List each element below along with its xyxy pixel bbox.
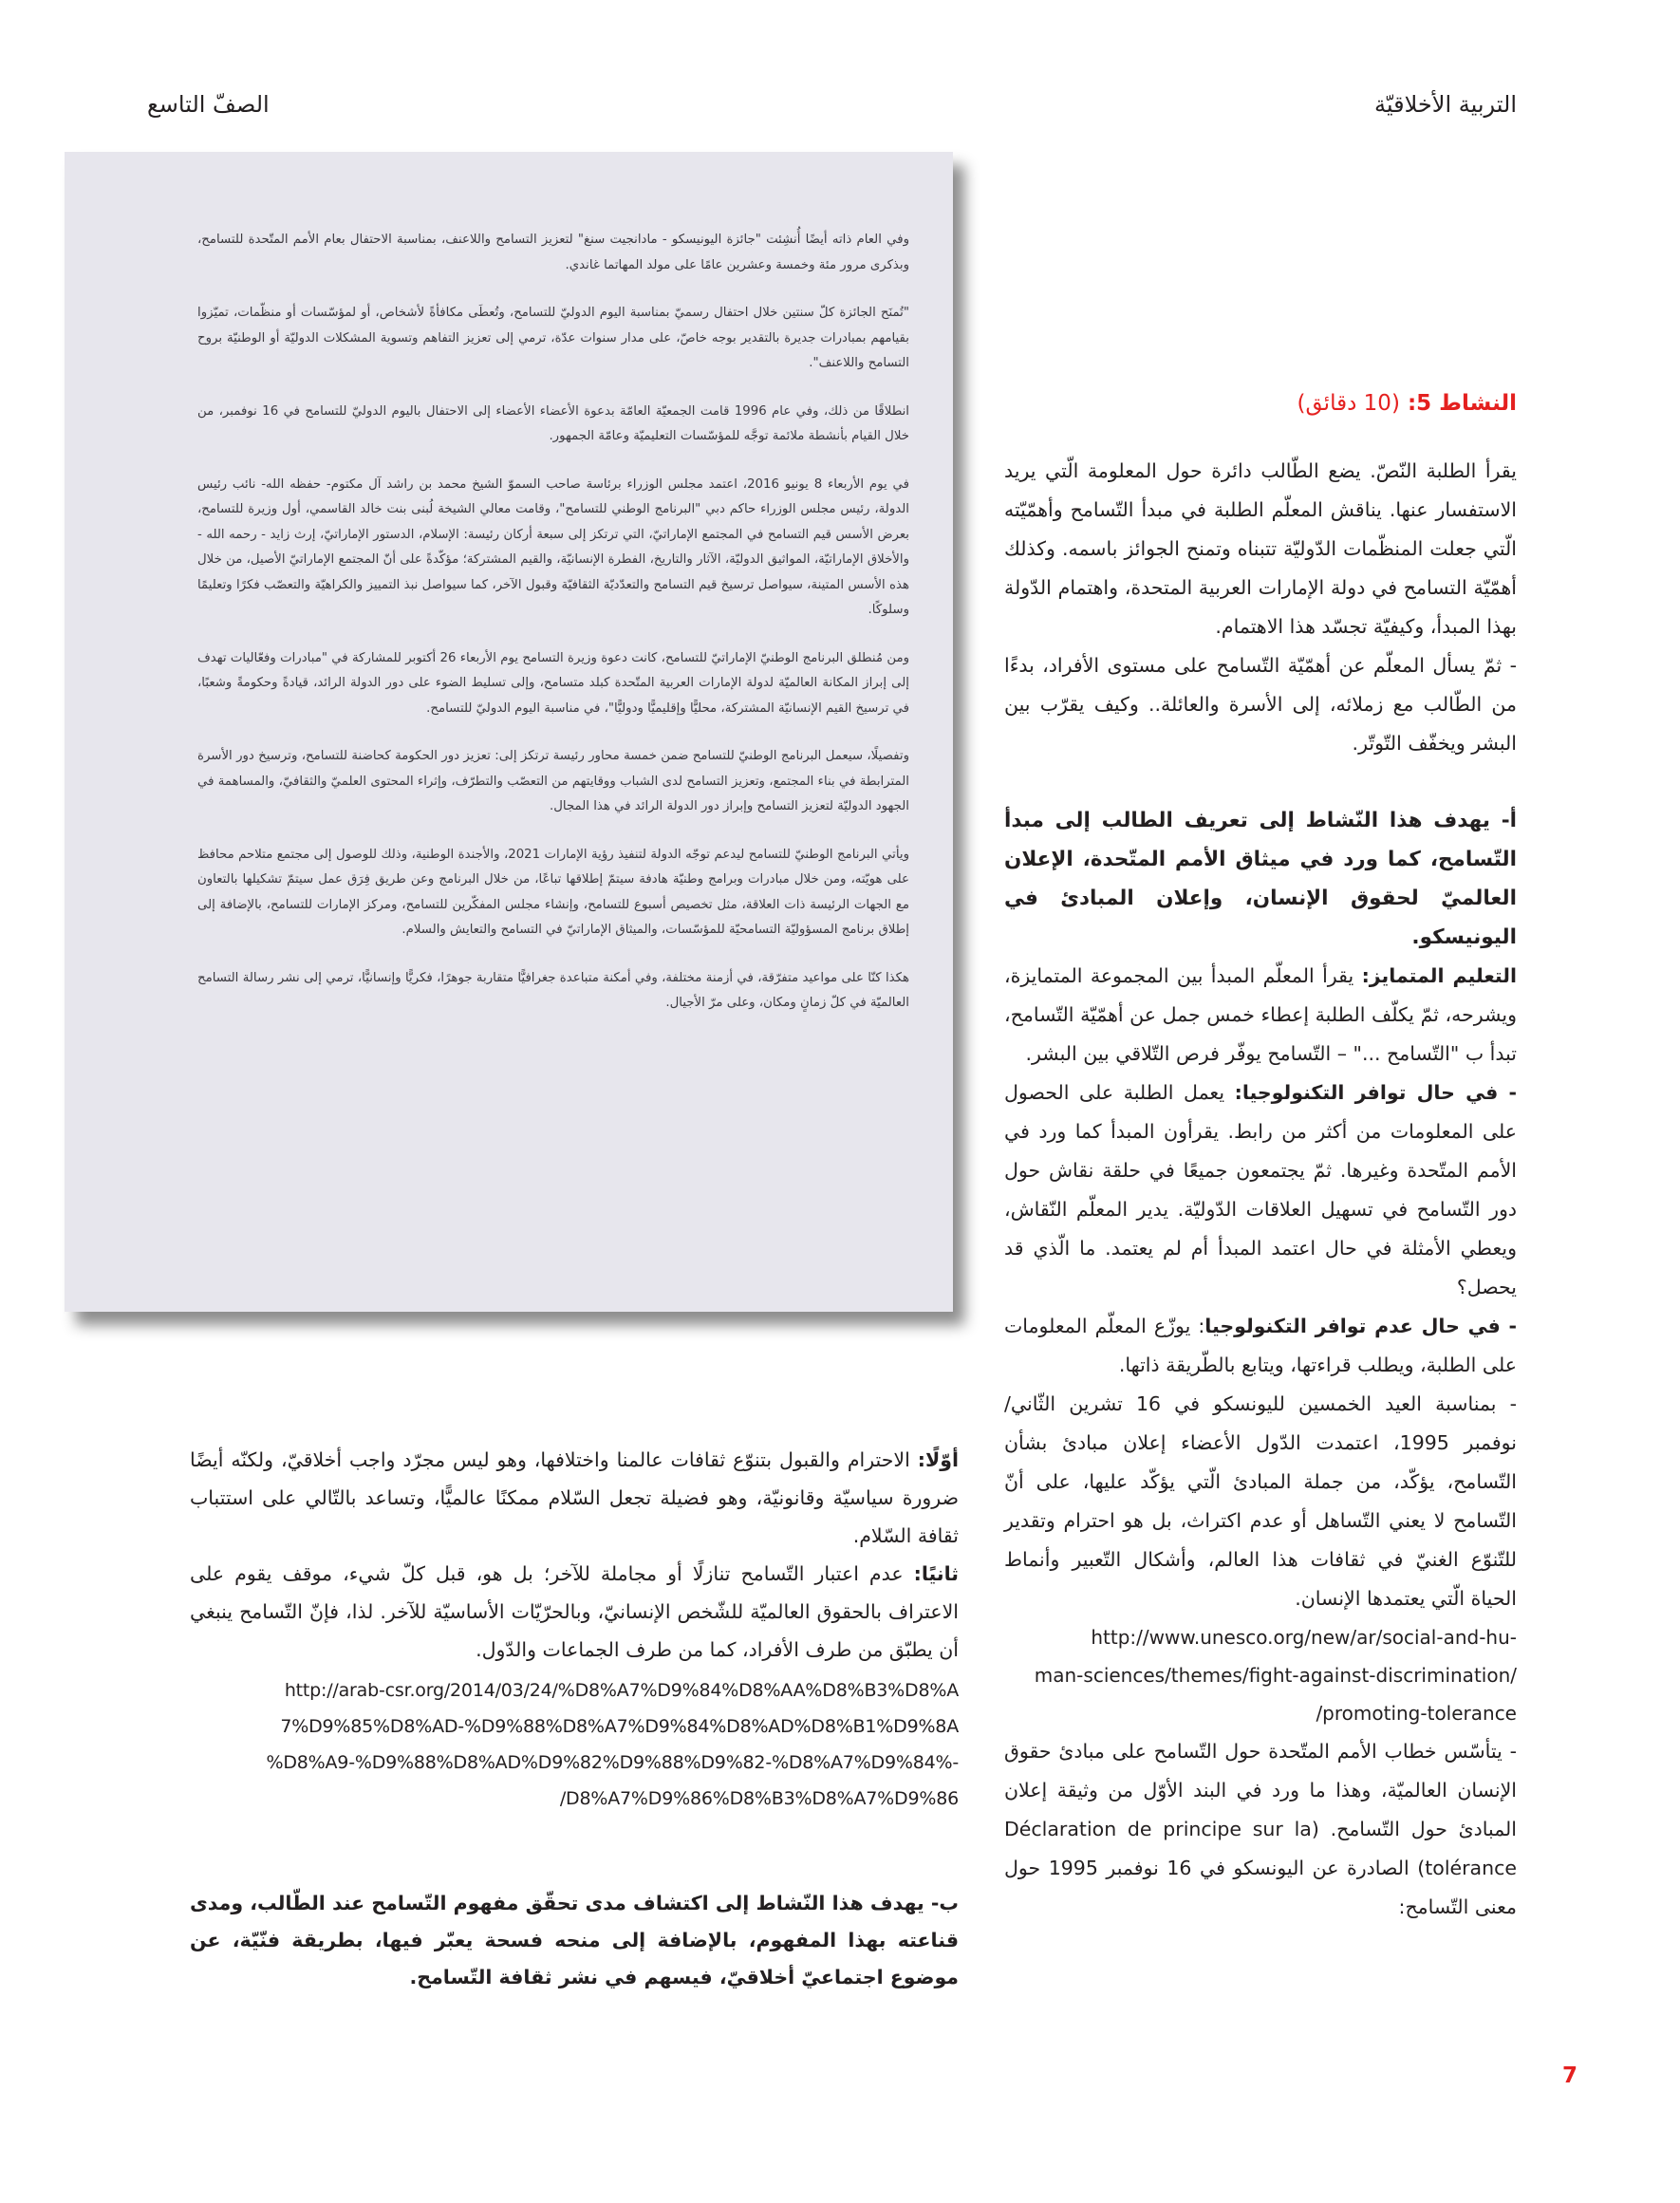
quote-paragraph: انطلاقًا من ذلك، وفي عام 1996 قامت الجمعيّة العامّة بدعوة الأعضاء الأعضاء إلى الاحتفال باليوم الدوليّ للتسامح في 16 نوفمبر، من خلال القيام بأنشطة ملائمة توجَّه للمؤسّسات التعليميّة وعامّة الجمهور.: [197, 403, 909, 443]
quote-paragraph: وفي العام ذاته أيضًا أُنشِئت "جائزة اليونيسكو - مادانجيت سنغ" لتعزيز التسامح واللاعنف، بمناسبة الاحتفال بعام الأمم المتّحدة للتسامح، وبذكرى مرور مئة وخمسة وعشرين عامًا على مولد المهاتما غاندي.: [197, 233, 909, 272]
tech-unavailable-text: : يوزّع المعلّم المعلومات على الطلبة، ويطلب قراءتها، ويتابع بالطّريقة ذاتها.: [1004, 1315, 1517, 1376]
differentiated-learning: [1004, 957, 1517, 1073]
activity-title: [1004, 384, 1517, 423]
un-note: - يتأسّس خطاب الأمم المتّحدة حول التّسامح على مبادئ حقوق الإنسان العالميّة، وهذا ما ورد في البند الأوّل من وثيقة إعلان المبادئ حول التّسامح. (Déclaration de principe sur la tolérance) الصادرة عن اليونسكو في 16 نوفمبر 1995 حول معنى التّسامح:: [1004, 1740, 1517, 1918]
differentiated-text: يقرأ المعلّم المبدأ بين المجموعة المتمايزة، ويشرحه، ثمّ يكلّف الطلبة إعطاء خمس جمل عن أهمّيّة التّسامح، تبدأ ب "التّسامح ..." – التّسامح يوفّر فرص التّلاقي بين البشر.: [1004, 964, 1517, 1065]
tech-available: [1004, 1073, 1517, 1307]
point-first: [190, 1441, 959, 1555]
unesco-link-line[interactable]: /promoting-tolerance: [1316, 1702, 1517, 1725]
point-first-label: أوّلًا:: [917, 1448, 959, 1471]
quote-box: [65, 152, 953, 1312]
header-subject-title: التربية الأخلاقيّة: [1374, 91, 1517, 118]
quote-paragraph: ويأتي البرنامج الوطنيّ للتسامح ليدعم توجّه الدولة لتنفيذ رؤية الإمارات 2021، والأجندة الوطنية، وذلك للوصول إلى مجتمع متلاحم محافظ على هويّته، ومن خلال مبادرات وبرامج وطنيّة هادفة سيتمّ إطلاقها تباعًا، من خلال البرنامج وعن طريق فِرَق عمل سيتمّ تشكيلها بالتعاون مع الجهات الرئيسة ذات العلاقة، مثل تخصيص أسبوع للتسامح، وإنشاء مجلس المفكّرين للتسامح، ومركز الإمارات للتسامح، بالإضافة إلى إطلاق برنامج المسؤوليّة التسامحيّة للمؤسّسات، والميثاق الإماراتيّ في التسامح والتعايش والسلام.: [197, 847, 909, 937]
unesco-note: - بمناسبة العيد الخمسين لليونسكو في 16 تشرين الثّاني/ نوفمبر 1995، اعتمدت الدّول الأعضاء إعلان مبادئ بشأن التّسامح، يؤكّد، من جملة المبادئ الّتي يؤكّد عليها، على أنّ التّسامح لا يعني التّساهل أو عدم اكتراث، بل هو احترام وتقدير للتّنوّع الغنيّ في ثقافات هذا العالم، وأشكال التّعبير وأنماط الحياة الّتي يعتمدها الإنسان.: [1004, 1392, 1517, 1610]
tech-available-label: - في حال توافر التكنولوجيا:: [1234, 1081, 1517, 1104]
source-link-line[interactable]: 7%D9%85%D8%AD-%D9%88%D8%A7%D9%84%D8%AD%D8%B1%D9%8A: [280, 1716, 959, 1737]
tolerance-points: [190, 1441, 959, 1817]
source-link[interactable]: [190, 1672, 959, 1817]
tech-unavailable: [1004, 1307, 1517, 1385]
source-link-line[interactable]: http://arab-csr.org/2014/03/24/%D8%A7%D9%84%D8%AA%D8%B3%D8%A: [284, 1680, 959, 1701]
teacher-notes-column: [1004, 384, 1517, 1927]
activity-duration: (10 دقائق): [1297, 391, 1400, 416]
tech-unavailable-label: - في حال عدم توافر التكنولوجيا: [1204, 1315, 1517, 1337]
quote-paragraph: وتفصيلًا، سيعمل البرنامج الوطنيّ للتسامح ضمن خمسة محاور رئيسة ترتكز إلى: تعزيز دور الحكومة كحاضنة للتسامح، وترسيخ دور الأسرة المترابطة في بناء المجتمع، وتعزيز التسامح لدى الشباب ووقايتهم من التعصّب والتطرّف، وإثراء المحتوى العلميّ والثقافيّ، والمساهمة في الجهود الدوليّة لتعزيز التسامح وإبراز دور الدولة الرائد في هذا المجال.: [197, 749, 909, 813]
tech-available-text: يعمل الطلبة على الحصول على المعلومات من أكثر من رابط. يقرأون المبدأ كما ورد في الأمم المتّحدة وغيرها. ثمّ يجتمعون جميعًا في حلقة نقاش حول دور التّسامح في تسهيل العلاقات الدّوليّة. يدير المعلّم النّقاش، ويعطي الأمثلة في حال اعتمد المبدأ أم لم يعتمد. ما الّذي قد يحصل؟: [1004, 1081, 1517, 1298]
page-number: 7: [1561, 2063, 1577, 2088]
unesco-link[interactable]: [1004, 1618, 1517, 1732]
goal-b: ب- يهدف هذا النّشاط إلى اكتشاف مدى تحقّق مفهوم التّسامح عند الطّالب، ومدى قناعته بهذا المفهوم، بالإضافة إلى منحه فسحة يعبّر فيها، بطريقة فنّيّة، عن موضوع اجتماعيّ أخلاقيّ، فيسهم في نشر ثقافة التّسامح.: [190, 1891, 959, 1988]
quote-paragraph: "تُمنَح الجائزة كلّ سنتين خلال احتفال رسميّ بمناسبة اليوم الدوليّ للتسامح، وتُعطَى مكافأةً لأشخاص، أو لمؤسّسات أو منظّمات، تميّزوا بقيامهم بمبادرات جديرة بالتقدير بوجه خاصّ، على مدار سنوات عدّة، ترمي إلى تعزيز التفاهم وتسوية المشكلات الدوليّة أو الوطنيّة بروح التسامح واللاعنف".: [197, 306, 909, 370]
goal-a: أ- يهدف هذا النّشاط إلى تعريف الطالب إلى مبدأ التّسامح، كما ورد في ميثاق الأمم المتّحدة، الإعلان العالميّ لحقوق الإنسان، وإعلان المبادئ في اليونيسكو.: [1004, 809, 1517, 949]
source-link-line[interactable]: /D8%A7%D9%86%D8%B3%D8%A7%D9%86: [559, 1788, 959, 1809]
point-second: [190, 1555, 959, 1669]
activity-label: النشاط 5:: [1407, 391, 1517, 416]
differentiated-label: التعليم المتمايز:: [1361, 964, 1517, 987]
point-second-label: ثانيًا:: [913, 1562, 959, 1585]
point-second-text: عدم اعتبار التّسامح تنازلًا أو مجاملة للآخر؛ بل هو، قبل كلّ شيء، موقف يقوم على الاعتراف بالحقوق العالميّة للشّخص الإنسانيّ، وبالحرّيّات الأساسيّة للآخر. لذا، فإنّ التّسامح ينبغي أن يطبّق من طرف الأفراد، كما من طرف الجماعات والدّول.: [190, 1562, 959, 1661]
unesco-link-line[interactable]: man-sciences/themes/fight-against-discrimination/: [1034, 1664, 1517, 1687]
point-first-text: الاحترام والقبول بتنوّع ثقافات عالمنا واختلافها، وهو ليس مجرّد واجب أخلاقيّ، ولكنّه أيضًا ضرورة سياسيّة وقانونيّة، وهو فضيلة تجعل السّلام ممكنًا عالميًّا، وتساعد بالتّالي على استتباب ثقافة السّلام.: [190, 1448, 959, 1547]
activity-intro: يقرأ الطلبة النّصّ. يضع الطّالب دائرة حول المعلومة الّتي يريد الاستفسار عنها. يناقش المعلّم الطلبة في مبدأ التّسامح وأهمّيّته الّتي جعلت المنظّمات الدّوليّة تتبناه وتمنح الجوائز باسمه. وكذلك أهمّيّة التسامح في دولة الإمارات العربية المتحدة، واهتمام الدّولة بهذا المبدأ، وكيفيّة تجسّد هذا الاهتمام.: [1004, 459, 1517, 638]
activity-follow-up: - ثمّ يسأل المعلّم عن أهمّيّة التّسامح على مستوى الأفراد، بدءًا من الطّالب مع زملائه، إلى الأسرة والعائلة.. وكيف يقرّب بين البشر ويخفّف التّوتّر.: [1004, 654, 1517, 755]
source-link-line[interactable]: %D8%A9-%D9%88%D8%AD%D9%82%D9%88%D9%82-%D8%A7%D9%84%-: [266, 1752, 959, 1773]
unesco-link-line[interactable]: http://www.unesco.org/new/ar/social-and-hu-: [1091, 1626, 1517, 1649]
quote-paragraph: هكذا كنّا على مواعيد متفرّقة، في أزمنة مختلفة، وفي أمكنة متباعدة جغرافيًّا متقاربة جوهرًا، فكريًّا وإنسانيًّا، ترمي إلى نشر رسالة التسامح العالميّة في كلّ زمانٍ ومكان، وعلى مرّ الأجيال.: [197, 970, 909, 1010]
header-grade-label: الصفّ التاسع: [147, 91, 270, 118]
quote-paragraph: في يوم الأربعاء 8 يونيو 2016، اعتمد مجلس الوزراء برئاسة صاحب السموّ الشيخ محمد بن راشد آل مكتوم- حفظه الله- نائب رئيس الدولة، رئيس مجلس الوزراء حاكم دبي "البرنامج الوطني للتسامح"، وقامت معالي الشيخة لُبنى بنت خالد القاسمي، أول وزيرة للتسامح، بعرض الأسس قيم التسامح في المجتمع الإماراتيّ، التي ترتكز إلى سبعة أركان رئيسة: الإسلام، الدستور الإماراتيّ، إرث زايد - رحمه الله - والأخلاق الإماراتيّة، المواثيق الدوليّة، الآثار والتاريخ، الفطرة الإنسانيّة، والقيم المشتركة؛ مؤكّدةً على أنّ المجتمع الإماراتيّ الأصيل، من خلال هذه الأسس المتينة، سيواصل ترسيخ قيم التسامح والتعدّديّة الثقافيّة وقبول الآخر، كما سيواصل نبذ التمييز والكراهيّة والتعصّب فكرًا وتعليمًا وسلوكًا.: [197, 476, 909, 617]
quote-paragraph: ومن مُنطلق البرنامج الوطنيّ الإماراتيّ للتسامح، كانت دعوة وزيرة التسامح يوم الأربعاء 26 أكتوبر للمشاركة في "مبادرات وفعّاليات تهدف إلى إبراز المكانة العالميّة لدولة الإمارات العربية المتّحدة كبلد متسامح، وإلى تسليط الضوء على دور الدولة الرائد، قيادةً وحكومةً وشعبًا، في ترسيخ القيم الإنسانيّة المشتركة، محليًّا وإقليميًّا ودوليًّا"، في مناسبة اليوم الدوليّ للتسامح.: [197, 650, 909, 716]
